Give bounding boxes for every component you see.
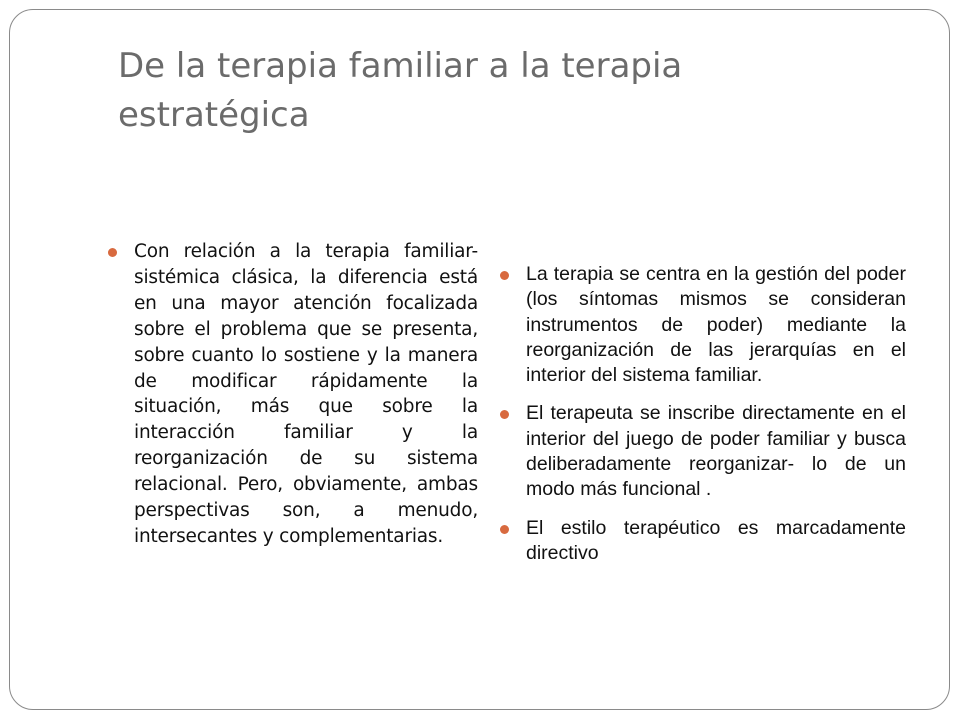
bullet-dot-icon (500, 525, 509, 534)
bullet-text: La terapia se centra en la gestión del poder (los síntomas mismos se consideran instrumentos de poder) mediante la reorganización de las jerarquías en el interior del sistema familiar. (526, 263, 906, 387)
list-item (526, 401, 906, 502)
list-item (134, 239, 478, 550)
bullet-text: El estilo terapéutico es marcadamente directivo (526, 516, 906, 564)
list-item (526, 516, 906, 567)
bullet-dot-icon (500, 271, 509, 280)
slide-title: De la terapia familiar a la terapia estratégica (118, 46, 683, 135)
bullet-dot-icon (108, 248, 117, 257)
right-bullet-list (526, 262, 906, 579)
bullet-text: El terapeuta se inscribe directamente en el interior del juego de poder familiar y busca deliberadamente reorganizar- lo de un modo más funcional . (526, 402, 906, 501)
bullet-text: Con relación a la terapia familiar-sistémica clásica, la diferencia está en una mayor atención focalizada sobre el problema que se presenta, sobre cuanto lo sostiene y la manera de modificar rápidamente la situación, más que sobre la interacción familiar y la reorganización de su sistema relacional. Pero, obviamente, ambas perspectivas son, a menudo, intersecantes y complementarias. (134, 241, 478, 547)
list-item (526, 262, 906, 388)
left-bullet-list (134, 239, 478, 550)
